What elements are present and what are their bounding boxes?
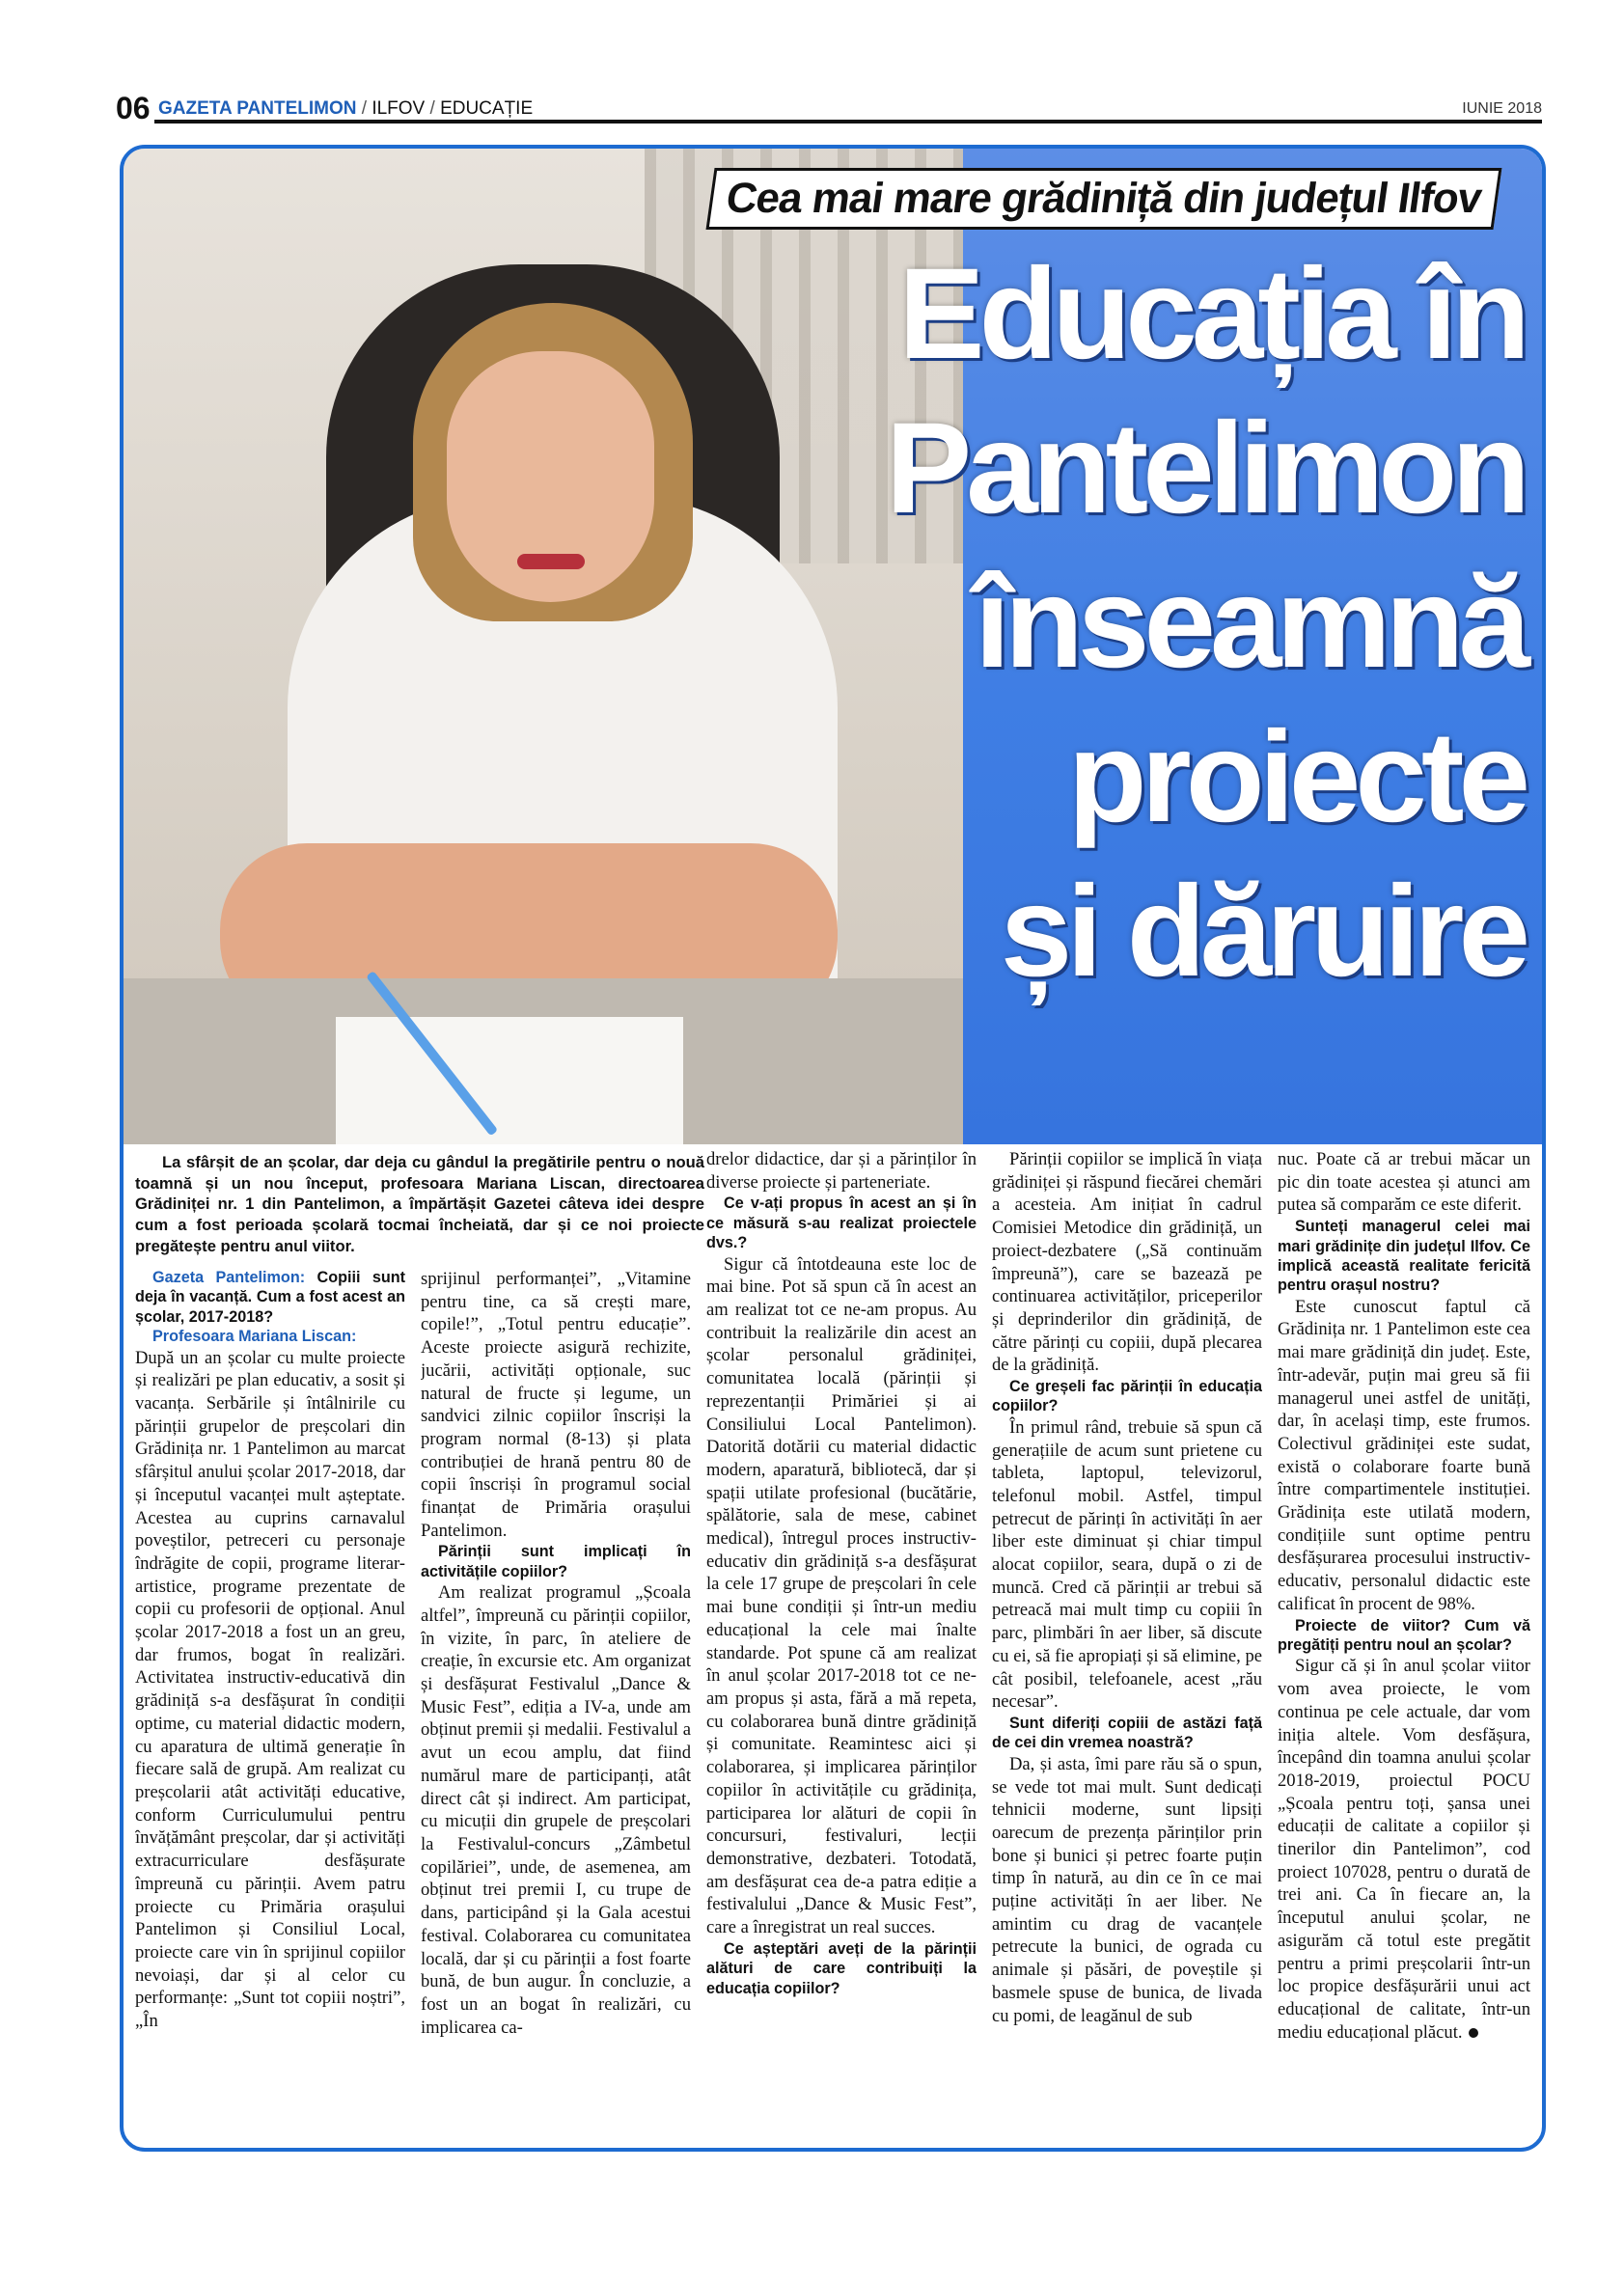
headline-line-5: și dăruire [1000, 860, 1525, 1003]
question-6: Sunt diferiți copiii de astăzi față de cei din vremea noastră? [992, 1714, 1262, 1752]
question-3: Ce v-ați propus în acest an și în ce măsură s-au realizat proiectele dvs.? [706, 1194, 977, 1252]
end-mark [1469, 2028, 1478, 2038]
lead-paragraph: La sfârșit de an școlar, dar deja cu gândul la pregătirile pentru o nouă toamnă și un nou început, profesoara Mariana Liscan, directoarea Grădiniței nr. 1 din Pantelimon, a împărtășit Gazetei câteva idei despre cum a fost perioada școlară tocmai încheiată, dar și ce noi proiecte pregătește pentru anul viitor. [135, 1153, 704, 1255]
question-8: Proiecte de viitor? Cum vă pregătiți pentru noul an școlar? [1278, 1616, 1530, 1654]
article-body [135, 1148, 1530, 2142]
answer-1-speaker: Profesoara Mariana Liscan: [152, 1328, 357, 1346]
question-7: Sunteți managerul celei mai mari grădinițe din județul Ilfov. Ce implică această realitate fericită pentru orașul nostru? [1278, 1218, 1530, 1295]
question-1 [135, 1268, 405, 1327]
answer-1: După un an școlar cu multe proiecte și realizări pe plan educativ, a sosit și vacanța. Serbările și întâlnirile cu părinții grupelor de preșcolari din Grădinița nr. 1 Pantelimon au marcat sfârșitul anului școlar 2017-2018, dar și începutul vacanței mult așteptate. Acestea au cuprins carnavalul poveștilor, petreceri cu personaje îndrăgite de copii, programe literar-artistice, programe prezentate de copii cu profesorii de opțional. Anul școlar 2017-2018 a fost un an greu, dar frumos, bogat în realizări. Activitatea instructiv-educativă din grădiniță s-a desfășurat în condiții optime, cu material didactic modern, cu aparatura de ultimă generație în fiecare sală de grupă. Am realizat cu preșcolarii atât activități educative, conform Curriculumului pentru învățământ preșcolar, dar și activități extracurriculare desfășurate împreună cu părinții. Avem patru proiecte cu Primăria orașului Pantelimon și Consiliul Local, proiecte care vin în sprijinul copiilor nevoiași, dar și al celor cu performanțe: „Sunt tot copiii noștri”, „În [135, 1347, 405, 2032]
headline-line-3: înseamnă [974, 551, 1525, 695]
column-5 [1278, 1148, 1530, 2132]
column-2-paragraph-1: sprijinul performanței”, „Vitamine pentru tine, ca să crești mare, copile!”, „Totul pentru educație”. Aceste proiecte asigură rechizite, jucării, activități opționale, suc natural de fructe și legume, un sandvici zilnic copiilor înscriși la program normal (8-13) și plata contribuției de hrană pentru 80 de copii înscriși în programul social finanțat de Primăria orașului Pantelimon. [421, 1269, 691, 1541]
question-4: Ce așteptări aveți de la părinții alături de care contribuiți la educația copiilor? [706, 1939, 977, 1997]
question-1-text: Copiii sunt deja în vacanță. Cum a fost acest an școlar, 2017-2018? [135, 1269, 405, 1326]
article-frame [120, 145, 1546, 2152]
article-headline [656, 237, 1525, 1009]
column-2 [421, 1268, 691, 2132]
section-path: GAZETA PANTELIMON / ILFOV / EDUCAȚIE [158, 98, 534, 119]
column-3-paragraph-1: drelor didactice, dar și a părinților în diverse proiecte și parteneriate. [706, 1149, 977, 1193]
column-4 [992, 1148, 1262, 2132]
article-lead [135, 1152, 704, 1257]
page-number: 06 [116, 91, 151, 125]
answer-4: Părinții copiilor se implică în viața grădiniței și răspund fiecărei chemări a acesteia. Am inițiat în cadrul Comisiei Metodice din grădiniță, un proiect-dezbatere („Să continuăm împreună”), care se bazează pe continuarea activităților, priceperilor și deprinderilor din grădiniță, de către părinți cu copiii, după plecarea de la grădiniță. [992, 1149, 1262, 1376]
photo-lips [517, 554, 585, 569]
masthead-rule [154, 120, 1542, 124]
headline-line-4: proiecte [1067, 705, 1525, 849]
answer-1-speaker-line [135, 1327, 405, 1346]
photo-paper [336, 1017, 683, 1144]
question-5: Ce greșeli fac părinții în educația copiilor? [992, 1378, 1262, 1415]
answer-6: Da, și asta, îmi pare rău să o spun, se vede tot mai mult. Sunt dedicați tehnicii moderne, sunt lipsiți oarecum de prezența părinților prin bone și bunici și petrec foarte puțin timp în natură, au din ce în ce mai puține activități în aer liber. Ne amintim cu drag de vacanțele petrecute la bunici, de ograda cu animale și păsări, de poveștile și basmele spuse de bunica, de livada cu pomi, de leagănul de sub [992, 1753, 1262, 2026]
answer-8: Sigur că și în anul școlar viitor vom avea proiecte, le vom continua pe cele actuale, dar vom iniția altele. Vom desfășura, începând din toamna anului școlar 2018-2019, proiectul POCU „Școala pentru toți, șansa unei educații de calitate a copiilor și tinerilor din Pantelimon”, cod proiect 107028, pentru o durată de trei ani. Ca în fiecare an, la începutul anului școlar, ne asigurăm că totul este pregătit pentru a primi preșcolarii într-un loc propice desfășurării unui act educațional de calitate, într-un mediu educațional plăcut. [1278, 1656, 1530, 2043]
headline-line-2: Pantelimon [885, 397, 1525, 540]
hero-area [124, 149, 1542, 1144]
issue-date: IUNIE 2018 [1462, 100, 1542, 117]
column-5-paragraph-1: nuc. Poate că ar trebui măcar un pic din toate acestea și atunci am putea să comparăm ce este diferit. [1278, 1149, 1530, 1216]
question-2: Părinții sunt implicați în activitățile copiilor? [421, 1543, 691, 1580]
headline-line-1: Educația în [898, 242, 1525, 386]
section-ilfov: ILFOV [372, 98, 426, 119]
column-3 [706, 1148, 977, 2132]
masthead [116, 93, 1542, 124]
section-educatie: EDUCAȚIE [440, 98, 534, 119]
answer-2: Am realizat programul „Școala altfel”, împreună cu părinții copiilor, în vizite, în parc, în ateliere de creație, în excursie etc. Am organizat și desfășurat Festivalul „Dance & Music Fest”, ediția a IV-a, unde am obținut premii și medalii. Festivalul a avut un ecou amplu, dat fiind numărul mare de participanți, atât direct cât și indirect. Am participat, cu micuții din grupele de preșcolari la Festivalul-concurs „Zâmbetul copilăriei”, unde, de asemenea, am obținut trei premii I, cu trupe de dans, participând și la Gala acestui festival. Colaborarea cu comunitatea locală, dar și cu părinții a fost foarte bună, de bun augur. În concluzie, a fost un an bogat în realizări, cu implicarea ca- [421, 1582, 691, 2038]
answer-3: Sigur că întotdeauna este loc de mai bine. Pot să spun că în acest an am realizat tot ce ne-am propus. Au contribuit la realizările din acest an școlar personalul grădiniței, comunitatea locală (părinții și reprezentanții Primăriei și ai Consiliului Local Pantelimon). Datorită dotării cu material didactic modern, aparatură, bibliotecă, dar și spații utilate profesional (bucătărie, spălătorie, sala de mese, cabinet medical), întregul proces instructiv-educativ din grădiniță s-a desfășurat la cele 17 grupe de preșcolari în cele mai bune condiții și într-un mediu educațional la cele mai înalte standarde. Pot spune că am realizat în anul școlar 2017-2018 tot ce ne-am propus și asta, fără a mă repeta, cu colaborarea bună dintre grădiniță și comunitate. Reamintesc aici și colaborarea, și implicarea părinților copiilor în activitățile cu grădinița, participarea lor alături de copii în concursuri, festivaluri, lecții demonstrative, dezbateri. Totodată, am desfășurat cea de-a patra ediție a festivalului „Dance & Music Fest”, care a înregistrat un real succes. [706, 1253, 977, 1938]
question-1-speaker: Gazeta Pantelimon: [152, 1269, 306, 1286]
column-1 [135, 1268, 405, 2132]
answer-7: Este cunoscut faptul că Grădinița nr. 1 Pantelimon este cea mai mare grădiniță din județ. Este, într-adevăr, puțin mai greu să fii managerul unei astfel de unități, dar, în același timp, este frumos. Colectivul grădiniței este sudat, există o colaborare foarte bună între compartimentele instituției. Grădinița este utilată modern, condițiile sunt optime pentru desfășurarea procesului instructiv-educativ, personalul didactic este calificat în procent de 98%. [1278, 1296, 1530, 1614]
answer-8-wrapper [1278, 1655, 1530, 2044]
answer-5: În primul rând, trebuie să spun că generațiile de acum sunt prietene cu tableta, laptopul, televizorul, telefonul mobil. Astfel, timpul petrecut de părinți în activități în aer liber este diminuat și chiar timpul alocat copiilor, seara, după o zi de muncă. Cred că părinții ar trebui să petreacă mai mult timp cu copiii în parc, plimbări în aer liber, să discute cu ei, să fie apropiați și să elimine, pe cât posibil, telefoanele, acest „rău necesar”. [992, 1416, 1262, 1713]
brand-name: GAZETA PANTELIMON [158, 98, 357, 119]
article-kicker: Cea mai mare grădiniță din județul Ilfov [706, 168, 1501, 230]
